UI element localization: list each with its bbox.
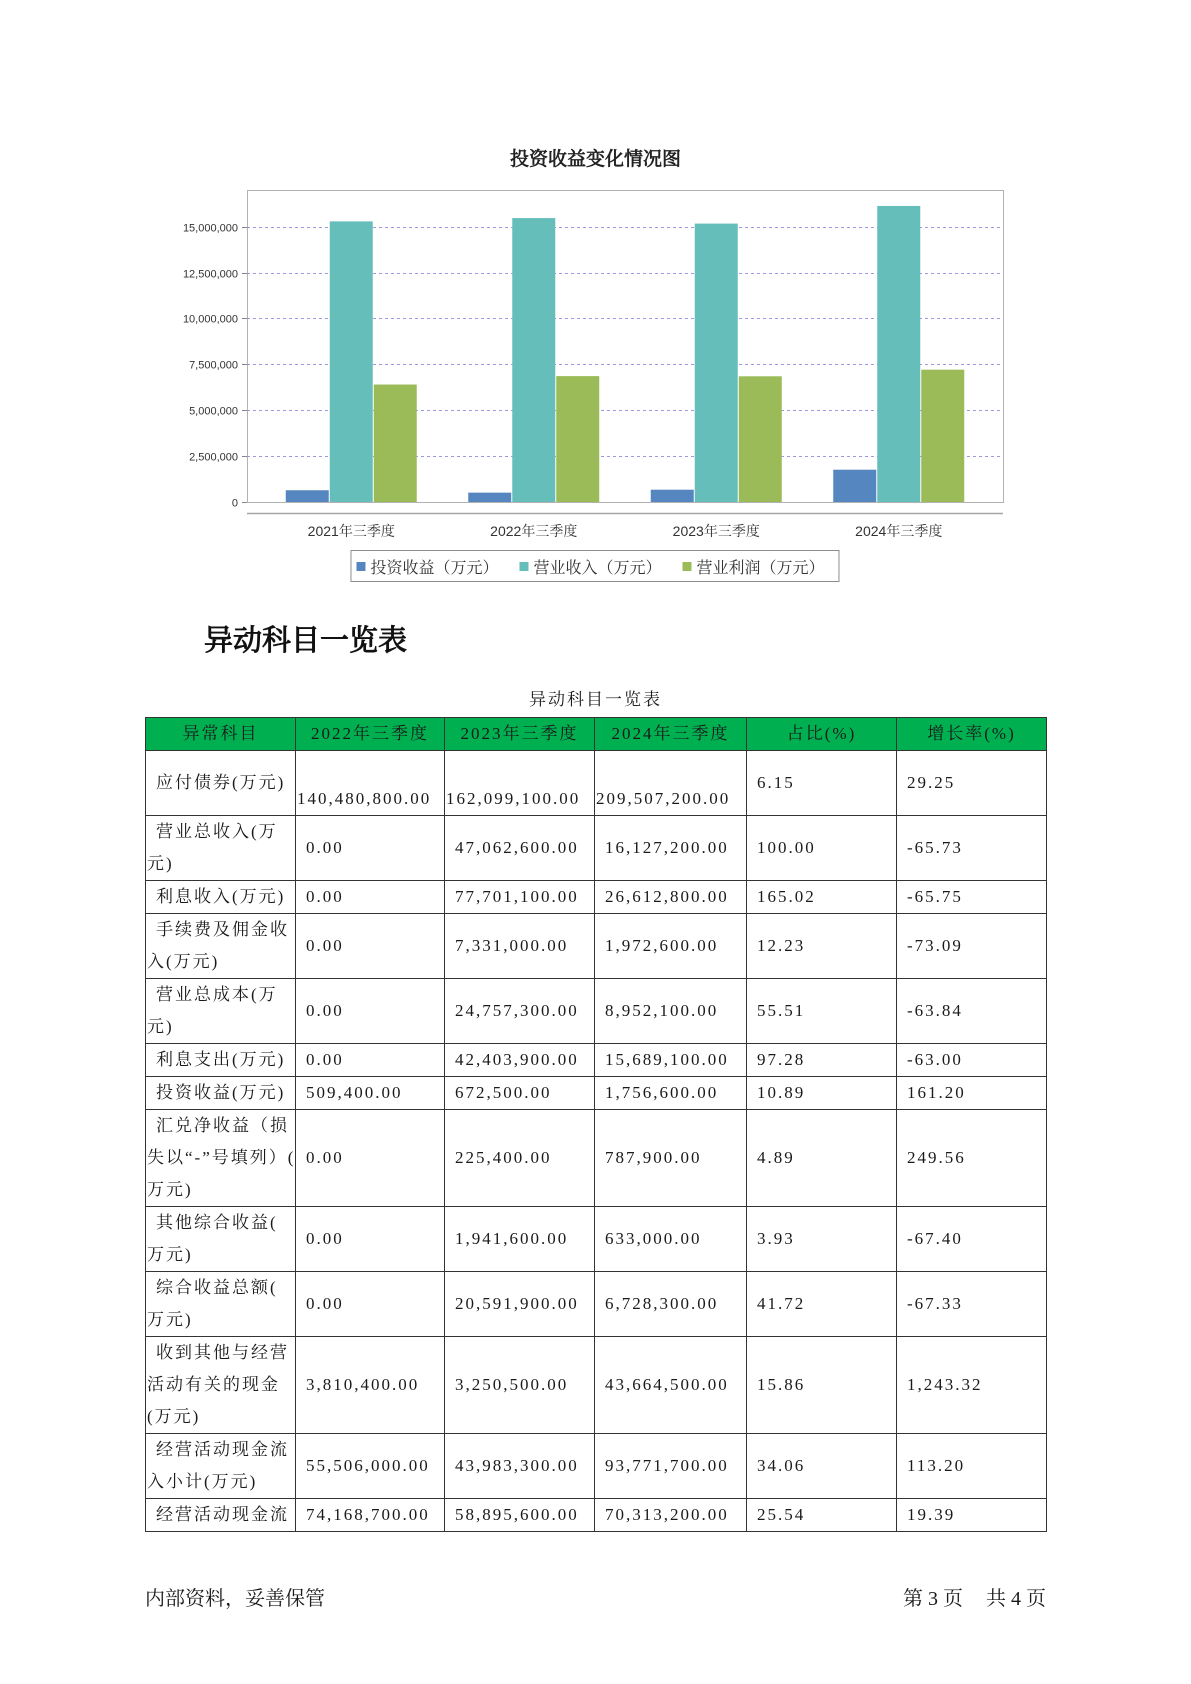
value-2024q3-cell: 6,728,300.00 <box>595 1272 747 1337</box>
growth-rate-cell: 1,243.32 <box>897 1337 1047 1434</box>
subject-label-line: 其他综合收益( <box>156 1213 278 1232</box>
subject-label-line: 元) <box>147 1017 174 1036</box>
operating-revenue-bar <box>512 218 555 502</box>
table-row <box>146 1434 1047 1499</box>
value-2023q3-cell: 20,591,900.00 <box>445 1272 595 1337</box>
legend-swatch-blue <box>356 562 365 571</box>
value-2022q3-cell: 509,400.00 <box>296 1077 445 1110</box>
value-2024q3-cell: 26,612,800.00 <box>595 881 747 914</box>
table-row <box>146 1044 1047 1077</box>
investment-income-bar-chart <box>0 0 1191 600</box>
value-2024q3-cell: 15,689,100.00 <box>595 1044 747 1077</box>
value-2022q3-cell: 0.00 <box>296 1272 445 1337</box>
value-2023q3-cell: 42,403,900.00 <box>445 1044 595 1077</box>
operating-profit-bar <box>556 376 599 502</box>
subject-cell <box>146 914 296 979</box>
value-2023q3-cell: 672,500.00 <box>445 1077 595 1110</box>
growth-rate-cell: -67.40 <box>897 1207 1047 1272</box>
subject-cell <box>146 1337 296 1434</box>
share-percent-cell: 3.93 <box>747 1207 897 1272</box>
subject-label-line: 入(万元) <box>147 952 220 971</box>
operating-revenue-bar <box>877 206 920 502</box>
table-row <box>146 751 1047 816</box>
subject-cell <box>146 1434 296 1499</box>
x-tick-label: 2023年三季度 <box>672 523 760 539</box>
share-percent-cell: 12.23 <box>747 914 897 979</box>
legend-label: 营业利润（万元） <box>696 559 825 577</box>
share-percent-cell: 97.28 <box>747 1044 897 1077</box>
subject-label-line: 活动有关的现金 <box>147 1375 280 1394</box>
value-2022q3-cell: 0.00 <box>296 1207 445 1272</box>
header-subject: 异常科目 <box>146 718 296 751</box>
subject-label-line: (万元) <box>147 1407 201 1426</box>
subject-cell <box>146 1272 296 1337</box>
subject-label-line: 应付债券(万元) <box>156 773 286 792</box>
value-2022q3-cell: 0.00 <box>296 881 445 914</box>
table-row <box>146 914 1047 979</box>
subject-label-line: 万元) <box>147 1245 193 1264</box>
subject-label-line: 经营活动现金流 <box>156 1505 289 1524</box>
legend-swatch-green <box>683 562 692 571</box>
growth-rate-cell: -65.73 <box>897 816 1047 881</box>
growth-rate-cell: 249.56 <box>897 1110 1047 1207</box>
subject-label-line: 综合收益总额( <box>156 1278 278 1297</box>
subject-label-line: 利息收入(万元) <box>156 887 286 906</box>
header-2023q3: 2023年三季度 <box>445 718 595 751</box>
subject-cell <box>146 979 296 1044</box>
section-heading: 异动科目一览表 <box>204 625 408 657</box>
value-2023q3-cell: 162,099,100.00 <box>445 751 595 816</box>
footer-page-number <box>903 1587 1046 1611</box>
chart-title: 投资收益变化情况图 <box>509 149 681 170</box>
table-row <box>146 1499 1047 1532</box>
subject-cell <box>146 751 296 816</box>
subject-label-line: 入小计(万元) <box>147 1472 258 1491</box>
header-growth-rate: 增长率(%) <box>897 718 1047 751</box>
x-tick-label: 2021年三季度 <box>307 523 395 539</box>
table-body <box>146 751 1047 1532</box>
value-2023q3-cell: 7,331,000.00 <box>445 914 595 979</box>
value-2023q3-cell: 3,250,500.00 <box>445 1337 595 1434</box>
value-2023q3-cell: 1,941,600.00 <box>445 1207 595 1272</box>
legend-label: 营业收入（万元） <box>533 559 662 577</box>
subject-label-line: 投资收益(万元) <box>156 1083 286 1102</box>
subject-label-line: 万元) <box>147 1310 193 1329</box>
value-2023q3-cell: 47,062,600.00 <box>445 816 595 881</box>
growth-rate-cell: -67.33 <box>897 1272 1047 1337</box>
value-2023q3-cell: 58,895,600.00 <box>445 1499 595 1532</box>
share-percent-cell: 4.89 <box>747 1110 897 1207</box>
subject-label-line: 营业总成本(万 <box>156 985 278 1004</box>
table-header-row <box>146 718 1047 751</box>
value-2022q3-cell: 0.00 <box>296 979 445 1044</box>
table-row <box>146 1077 1047 1110</box>
subject-cell <box>146 1110 296 1207</box>
table-row <box>146 881 1047 914</box>
value-2024q3-cell: 70,313,200.00 <box>595 1499 747 1532</box>
y-tick-label: 15,000,000 <box>182 222 238 235</box>
legend-item-operating-revenue <box>519 555 661 578</box>
subject-cell <box>146 1077 296 1110</box>
y-tick-label: 2,500,000 <box>189 451 238 464</box>
value-2023q3-cell: 24,757,300.00 <box>445 979 595 1044</box>
subject-cell <box>146 1499 296 1532</box>
operating-profit-bar <box>739 376 782 502</box>
share-percent-cell: 6.15 <box>747 751 897 816</box>
share-percent-cell: 100.00 <box>747 816 897 881</box>
subject-label-line: 汇兑净收益（损 <box>156 1116 289 1135</box>
share-percent-cell: 34.06 <box>747 1434 897 1499</box>
header-2022q3: 2022年三季度 <box>296 718 445 751</box>
growth-rate-cell: 113.20 <box>897 1434 1047 1499</box>
investment-income-bar <box>651 490 694 502</box>
value-2024q3-cell: 8,952,100.00 <box>595 979 747 1044</box>
subject-cell <box>146 1207 296 1272</box>
legend-item-investment-income <box>356 555 498 578</box>
y-tick-label: 5,000,000 <box>189 405 238 418</box>
investment-income-bar <box>833 470 876 502</box>
value-2023q3-cell: 77,701,100.00 <box>445 881 595 914</box>
operating-revenue-bar <box>330 221 373 502</box>
value-2022q3-cell: 140,480,800.00 <box>296 751 445 816</box>
subject-cell <box>146 1044 296 1077</box>
value-2023q3-cell: 43,983,300.00 <box>445 1434 595 1499</box>
subject-label-line: 利息支出(万元) <box>156 1050 286 1069</box>
growth-rate-cell: -63.84 <box>897 979 1047 1044</box>
legend-label: 投资收益（万元） <box>370 559 499 577</box>
share-percent-cell: 55.51 <box>747 979 897 1044</box>
page-current: 第 3 页 <box>903 1588 963 1610</box>
subject-label-line: 经营活动现金流 <box>156 1440 289 1459</box>
value-2022q3-cell: 0.00 <box>296 914 445 979</box>
value-2024q3-cell: 1,972,600.00 <box>595 914 747 979</box>
operating-profit-bar <box>374 385 417 502</box>
subject-label-line: 手续费及佣金收 <box>156 920 289 939</box>
operating-revenue-bar <box>695 224 738 502</box>
share-percent-cell: 165.02 <box>747 881 897 914</box>
value-2024q3-cell: 1,756,600.00 <box>595 1077 747 1110</box>
subject-label-line: 元) <box>147 854 174 873</box>
growth-rate-cell: -63.00 <box>897 1044 1047 1077</box>
table-row <box>146 816 1047 881</box>
legend-swatch-teal <box>519 562 528 571</box>
growth-rate-cell: 29.25 <box>897 751 1047 816</box>
table-caption: 异动科目一览表 <box>529 690 662 709</box>
subject-cell <box>146 881 296 914</box>
subject-label-line: 失以“-”号填列）( <box>147 1148 296 1167</box>
value-2022q3-cell: 3,810,400.00 <box>296 1337 445 1434</box>
investment-income-bar <box>286 490 329 502</box>
table-row <box>146 979 1047 1044</box>
table-row <box>146 1110 1047 1207</box>
header-share-percent: 占比(%) <box>747 718 897 751</box>
y-tick-label: 7,500,000 <box>189 359 238 372</box>
table-row <box>146 1337 1047 1434</box>
share-percent-cell: 15.86 <box>747 1337 897 1434</box>
chart-legend <box>350 550 839 582</box>
x-tick-label: 2022年三季度 <box>490 523 578 539</box>
header-2024q3: 2024年三季度 <box>595 718 747 751</box>
value-2024q3-cell: 209,507,200.00 <box>595 751 747 816</box>
share-percent-cell: 10.89 <box>747 1077 897 1110</box>
subject-label-line: 营业总收入(万 <box>156 822 278 841</box>
subject-cell <box>146 816 296 881</box>
value-2024q3-cell: 93,771,700.00 <box>595 1434 747 1499</box>
value-2022q3-cell: 0.00 <box>296 1044 445 1077</box>
growth-rate-cell: -73.09 <box>897 914 1047 979</box>
investment-income-bar <box>468 493 511 502</box>
value-2023q3-cell: 225,400.00 <box>445 1110 595 1207</box>
subject-label-line: 万元) <box>147 1180 193 1199</box>
value-2022q3-cell: 55,506,000.00 <box>296 1434 445 1499</box>
page-total: 共 4 页 <box>986 1588 1046 1610</box>
growth-rate-cell: 19.39 <box>897 1499 1047 1532</box>
value-2024q3-cell: 43,664,500.00 <box>595 1337 747 1434</box>
value-2022q3-cell: 0.00 <box>296 816 445 881</box>
x-tick-label: 2024年三季度 <box>855 523 943 539</box>
anomaly-subjects-table <box>145 717 1047 1532</box>
value-2024q3-cell: 16,127,200.00 <box>595 816 747 881</box>
y-tick-label: 10,000,000 <box>182 313 238 326</box>
value-2024q3-cell: 633,000.00 <box>595 1207 747 1272</box>
share-percent-cell: 41.72 <box>747 1272 897 1337</box>
value-2022q3-cell: 74,168,700.00 <box>296 1499 445 1532</box>
value-2022q3-cell: 0.00 <box>296 1110 445 1207</box>
operating-profit-bar <box>921 370 964 502</box>
table-row <box>146 1207 1047 1272</box>
table-row <box>146 1272 1047 1337</box>
growth-rate-cell: 161.20 <box>897 1077 1047 1110</box>
subject-label-line: 收到其他与经营 <box>156 1343 289 1362</box>
share-percent-cell: 25.54 <box>747 1499 897 1532</box>
y-tick-label: 0 <box>231 497 238 510</box>
footer-confidential-note: 内部资料，妥善保管 <box>145 1588 325 1610</box>
value-2024q3-cell: 787,900.00 <box>595 1110 747 1207</box>
legend-item-operating-profit <box>683 555 825 578</box>
growth-rate-cell: -65.75 <box>897 881 1047 914</box>
y-tick-label: 12,500,000 <box>182 268 238 281</box>
